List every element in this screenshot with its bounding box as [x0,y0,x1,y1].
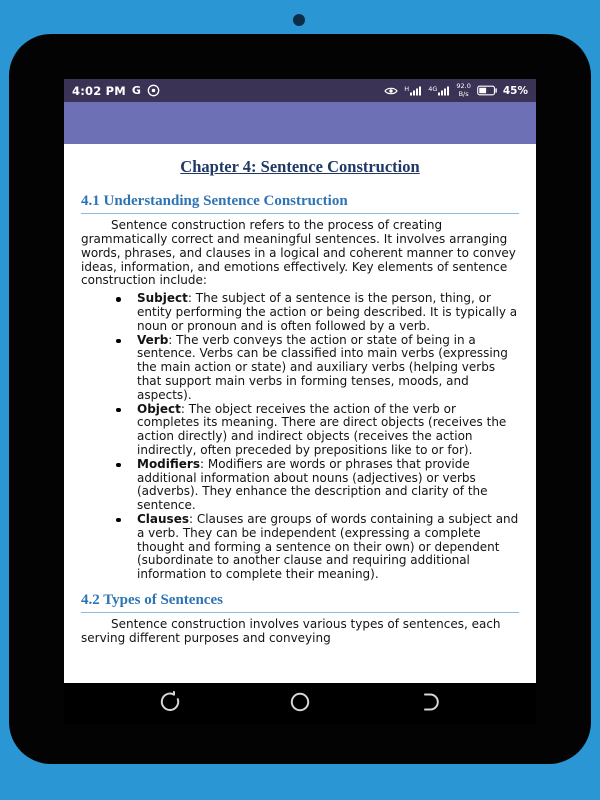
eye-status-icon [384,86,398,96]
list-item [137,403,519,458]
bullet-text: : Clauses are groups of words containing a subject and a verb. They can be independent (expressing a complete thought and forming a sentence on their own) or dependent (subordinate to another clause and requiring additional information to complete their meaning). [137,511,519,582]
bullet-term: Object [137,401,181,416]
home-button[interactable] [287,691,313,717]
list-item [137,292,519,333]
bullet-text: : The subject of a sentence is the person, thing, or entity performing the action or being described. It is typically a noun or pronoun and is often followed by a verb. [137,291,518,333]
key-elements-list [81,292,519,582]
bullet-term: Modifiers [137,456,200,471]
status-bar-left [72,84,160,98]
network-speed-unit: B/s [458,89,469,98]
bullet-text: : The verb conveys the action or state of being in a sentence. Verbs can be classified into main verbs (expressing the main action or state) and auxiliary verbs (helping verbs that support main verbs in forming tenses, moods, and aspects). [137,332,508,402]
battery-percent: 45% [502,84,528,97]
chapter-title: Chapter 4: Sentence Construction [180,157,420,176]
list-item [137,458,519,513]
recents-icon [159,690,183,717]
bullet-text: : The object receives the action of the verb or completes its meaning. There are direct objects (receives the action directly) and indirect objects (receives the action indirectly, often preceded by prepositions like to or for). [137,401,507,457]
camera-dot [293,14,305,26]
g-notification-icon: G [131,84,141,97]
document-viewport[interactable] [64,144,536,683]
network-speed-value: 92.0 [456,82,471,91]
app-header-bar[interactable] [64,102,536,144]
bullet-term: Clauses [137,511,189,526]
section-heading-4-1: 4.1 Understanding Sentence Construction [81,193,519,214]
battery-icon [477,85,497,96]
status-bar-right [384,83,528,97]
sim2-network-type: 4G [428,85,438,93]
section-4-2-intro: Sentence construction involves various types of sentences, each serving different purposes and conveying [81,617,501,645]
phone-screen [64,79,536,724]
bullet-term: Subject [137,291,188,306]
phone-frame [9,34,591,764]
list-item [137,513,519,582]
sim2-signal-icon [428,85,450,96]
clock: 4:02 PM [72,83,126,98]
android-nav-bar [64,683,536,724]
home-icon [288,690,312,717]
section-4-1-intro: Sentence construction refers to the process of creating grammatically correct and meaningful sentences. It involves arranging words, phrases, and clauses in a logical and coherent manner to convey ideas, information, and emotions effectively. Key elements of sentence construction include: [81,218,516,288]
list-item [137,334,519,403]
bullet-text: : Modifiers are words or phrases that provide additional information about nouns (adjectives) or verbs (adverbs). They enhance the description and clarity of the sentence. [137,456,488,513]
eye-circle-icon [147,84,160,97]
recents-button[interactable] [158,691,184,717]
status-bar [64,79,536,102]
sim1-network-type: H [404,85,410,93]
back-icon [417,690,441,717]
section-heading-4-2: 4.2 Types of Sentences [81,592,519,613]
sim1-signal-icon [404,85,422,96]
bullet-term: Verb [137,332,169,347]
network-speed-indicator [456,83,470,97]
back-button[interactable] [416,691,442,717]
